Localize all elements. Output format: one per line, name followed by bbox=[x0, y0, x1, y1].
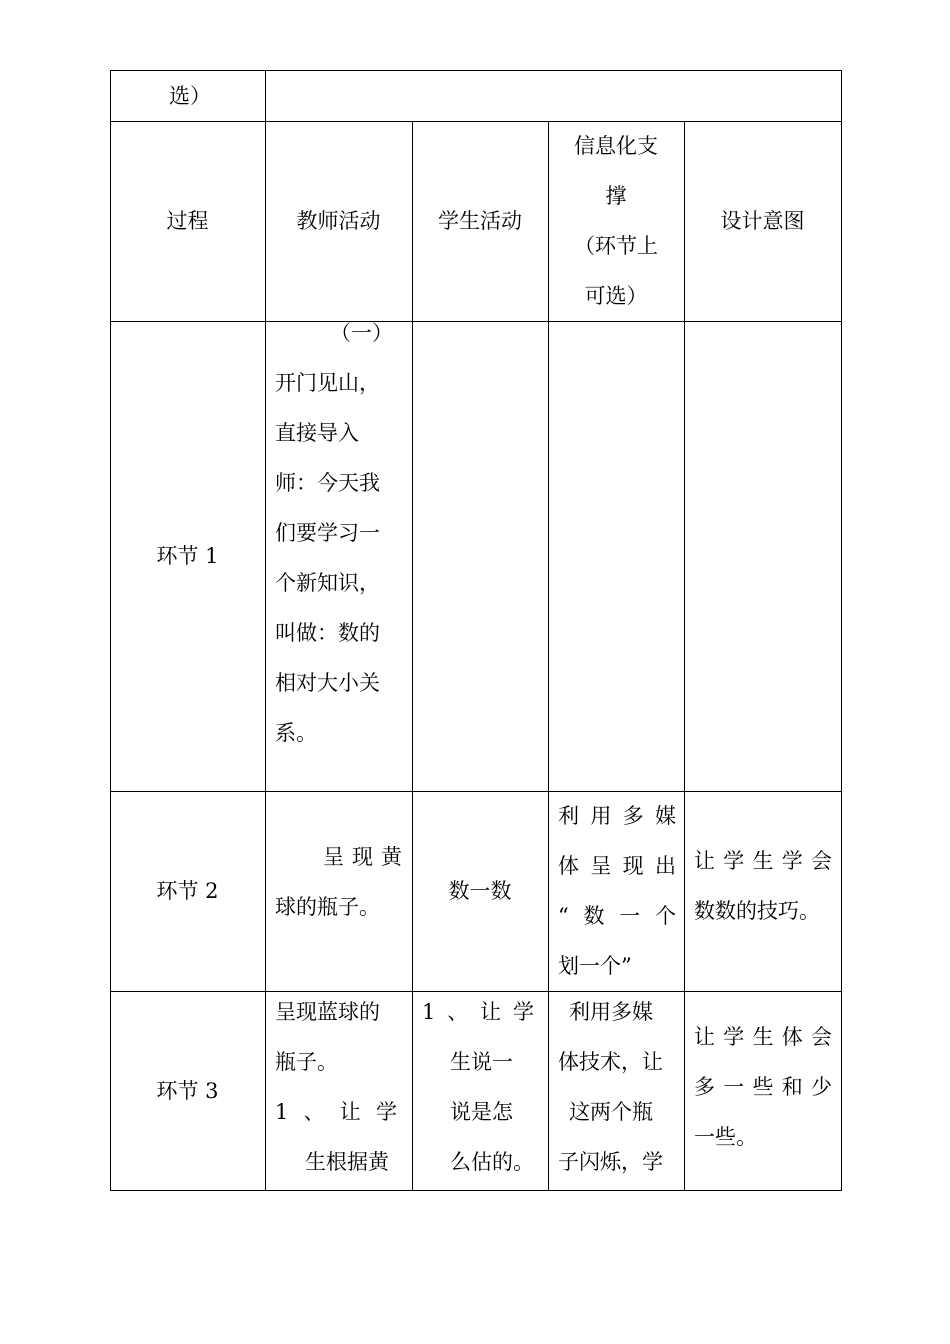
row-label: 环节 3 bbox=[156, 1078, 219, 1103]
teacher-line: 个新知识， bbox=[275, 571, 380, 595]
header-design-intent: 设计意图 bbox=[720, 209, 805, 233]
info-line: 这两个瓶 bbox=[569, 1100, 653, 1124]
top-row-label: 选） bbox=[169, 83, 211, 108]
row3-design-intent bbox=[694, 1012, 832, 1162]
teacher-line: 系。 bbox=[275, 721, 317, 745]
teacher-line: 相对大小关 bbox=[275, 671, 380, 695]
teacher-line: 直接导入 bbox=[275, 421, 359, 445]
lesson-plan-table bbox=[110, 70, 842, 1191]
design-line: 让学生体会 bbox=[694, 1025, 832, 1049]
header-student-activity: 学生活动 bbox=[438, 209, 522, 233]
info-line: 利用多媒 bbox=[569, 1000, 653, 1024]
row2-design-intent bbox=[694, 836, 832, 936]
header-info-support bbox=[548, 121, 684, 321]
row3-teacher-activity bbox=[275, 987, 403, 1187]
student-line: 么估的。 bbox=[450, 1150, 534, 1174]
teacher-line: 开门见山， bbox=[275, 371, 380, 395]
row-label: 环节 2 bbox=[156, 879, 219, 903]
header-process: 过程 bbox=[166, 209, 209, 233]
design-line: 数数的技巧。 bbox=[694, 899, 820, 923]
teacher-line: 生根据黄 bbox=[305, 1150, 389, 1174]
info-line: 利用多媒 bbox=[558, 804, 676, 828]
teacher-line: 叫做：数的 bbox=[275, 621, 380, 645]
teacher-line: 瓶子。 bbox=[275, 1050, 338, 1074]
row1-teacher-activity bbox=[275, 308, 400, 758]
header-info-line: 信息化支 bbox=[574, 134, 658, 158]
student-line: 1、让学 bbox=[422, 1000, 538, 1024]
info-line: 子闪烁，学 bbox=[558, 1150, 663, 1174]
teacher-line: （一） bbox=[330, 321, 393, 345]
header-teacher-activity: 教师活动 bbox=[296, 209, 381, 233]
header-info-line: （环节上 bbox=[574, 234, 658, 258]
info-line: 体技术，让 bbox=[558, 1050, 663, 1074]
row2-student-activity: 数一数 bbox=[448, 879, 512, 903]
header-info-line: 撑 bbox=[605, 184, 627, 208]
design-line: 让学生学会 bbox=[694, 849, 832, 873]
info-line: 体呈现出 bbox=[558, 854, 676, 878]
teacher-line: 师：今天我 bbox=[275, 471, 380, 495]
teacher-line: 1、让学 bbox=[275, 1100, 403, 1124]
student-line: 说是怎 bbox=[450, 1100, 513, 1124]
header-info-line: 可选） bbox=[584, 284, 648, 308]
student-line: 生说一 bbox=[450, 1050, 513, 1074]
teacher-line: 呈现黄 bbox=[323, 845, 410, 869]
teacher-line: 们要学习一 bbox=[275, 521, 380, 545]
info-line: 划一个” bbox=[558, 954, 632, 978]
design-line: 一些。 bbox=[694, 1125, 757, 1149]
design-line: 多一些和少 bbox=[694, 1075, 832, 1099]
row2-info-support bbox=[558, 791, 676, 991]
row-label: 环节 1 bbox=[156, 544, 219, 568]
teacher-line: 呈现蓝球的 bbox=[275, 1000, 380, 1024]
teacher-line: 球的瓶子。 bbox=[275, 895, 380, 919]
row3-student-activity bbox=[422, 987, 538, 1187]
info-line: “数一个 bbox=[558, 904, 676, 928]
row3-info-support bbox=[558, 987, 676, 1187]
row2-teacher-activity bbox=[275, 832, 410, 932]
